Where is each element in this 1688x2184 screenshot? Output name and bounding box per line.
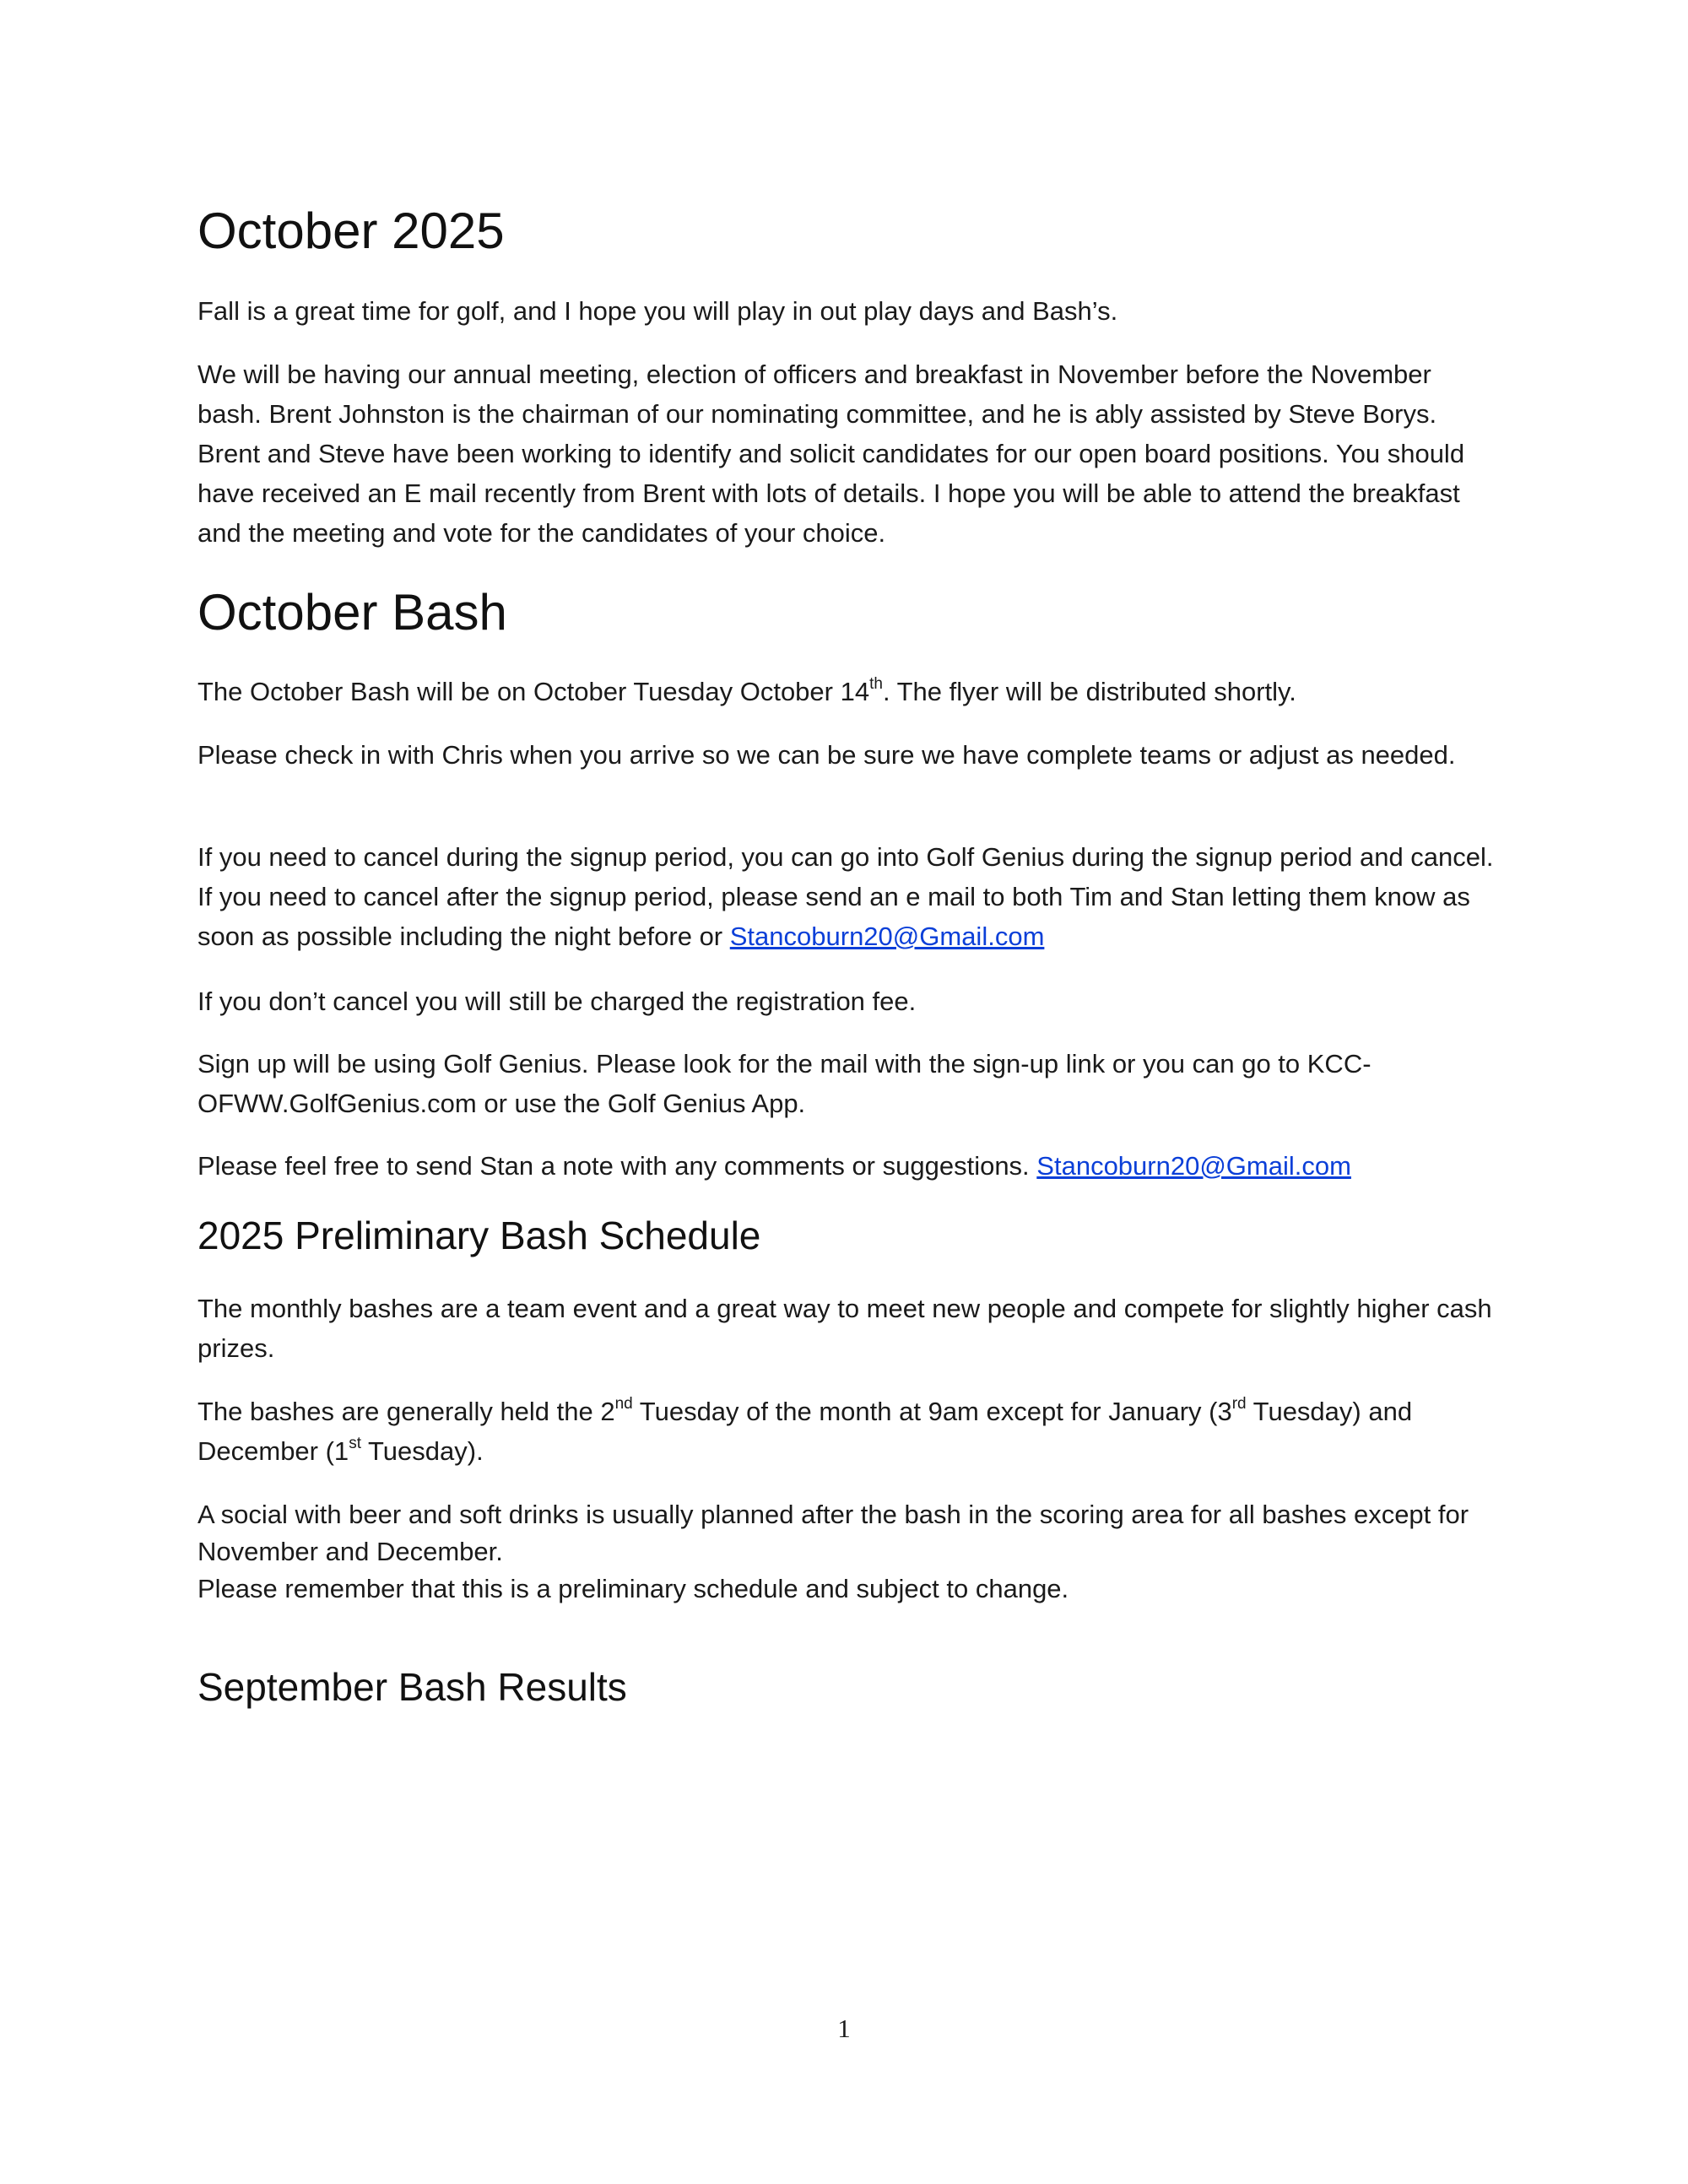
cancel-text: If you need to cancel during the signup period, you can go into Golf Genius during the signup period and cancel. If you need to cancel after the signup period, please send an e mail to both Tim and Stan letting them know as soon as possible including the night before or (197, 842, 1494, 951)
bash-date-text-2: . The flyer will be distributed shortly. (882, 677, 1296, 706)
timing-sup-2: rd (1231, 1394, 1247, 1413)
paragraph-sign-up: Sign up will be using Golf Genius. Please look for the mail with the sign-up link or you can go to KCC-OFWW.GolfGenius.com or use the Golf Genius App. (197, 1049, 1372, 1118)
timing-sup-1: nd (614, 1394, 633, 1413)
paragraph-bash-date (197, 672, 1497, 711)
paragraph-fall-intro: Fall is a great time for golf, and I hope you will play in out play days and Bash’s. (197, 296, 1118, 326)
social-text: A social with beer and soft drinks is usually planned after the bash in the scoring area for all bashes except for November and December. (197, 1500, 1469, 1566)
timing-text-b: Tuesday of the month at 9am except for January (3 (632, 1397, 1232, 1426)
paragraph-monthly-bashes: The monthly bashes are a team event and a great way to meet new people and compete for slightly higher cash prizes. (197, 1294, 1492, 1363)
timing-text-a: The bashes are generally held the 2 (197, 1397, 615, 1426)
timing-text-d: Tuesday). (360, 1436, 484, 1466)
feedback-text: Please feel free to send Stan a note with any comments or suggestions. (197, 1151, 1037, 1181)
bash-date-text: The October Bash will be on October Tuesday October 14 (197, 677, 870, 706)
timing-sup-3: st (349, 1434, 361, 1452)
paragraph-annual-meeting: We will be having our annual meeting, election of officers and breakfast in November before the November bash. Brent Johnston is the chairman of our nominating committee, and he is ably assisted by Steve Borys. Brent and Steve have been working to identify and solicit candidates for our open board positions. You should have received an E mail recently from Brent with lots of details. I hope you will be able to attend the breakfast and the meeting and vote for the candidates of your choice. (197, 359, 1465, 548)
paragraph-social (197, 1496, 1497, 1608)
heading-bash-schedule: 2025 Preliminary Bash Schedule (197, 1214, 761, 1257)
bash-date-sup: th (869, 674, 883, 693)
email-link-feedback[interactable]: Stancoburn20@Gmail.com (1036, 1151, 1351, 1181)
heading-october-bash: October Bash (197, 584, 507, 641)
timing-text-c: Tuesday) and December (1 (197, 1397, 1413, 1466)
preliminary-note: Please remember that this is a preliminary schedule and subject to change. (197, 1574, 1069, 1603)
heading-september-results: September Bash Results (197, 1665, 627, 1709)
paragraph-feedback (197, 1146, 1497, 1186)
heading-october-2025: October 2025 (197, 203, 505, 259)
paragraph-registration-fee: If you don’t cancel you will still be charged the registration fee. (197, 987, 917, 1016)
paragraph-cancel (197, 837, 1497, 956)
page-number: 1 (837, 2014, 851, 2043)
paragraph-check-in: Please check in with Chris when you arrive so we can be sure we have complete teams or adjust as needed. (197, 740, 1456, 770)
email-link-cancel[interactable]: Stancoburn20@Gmail.com (729, 922, 1045, 951)
paragraph-bash-timing (197, 1392, 1497, 1471)
